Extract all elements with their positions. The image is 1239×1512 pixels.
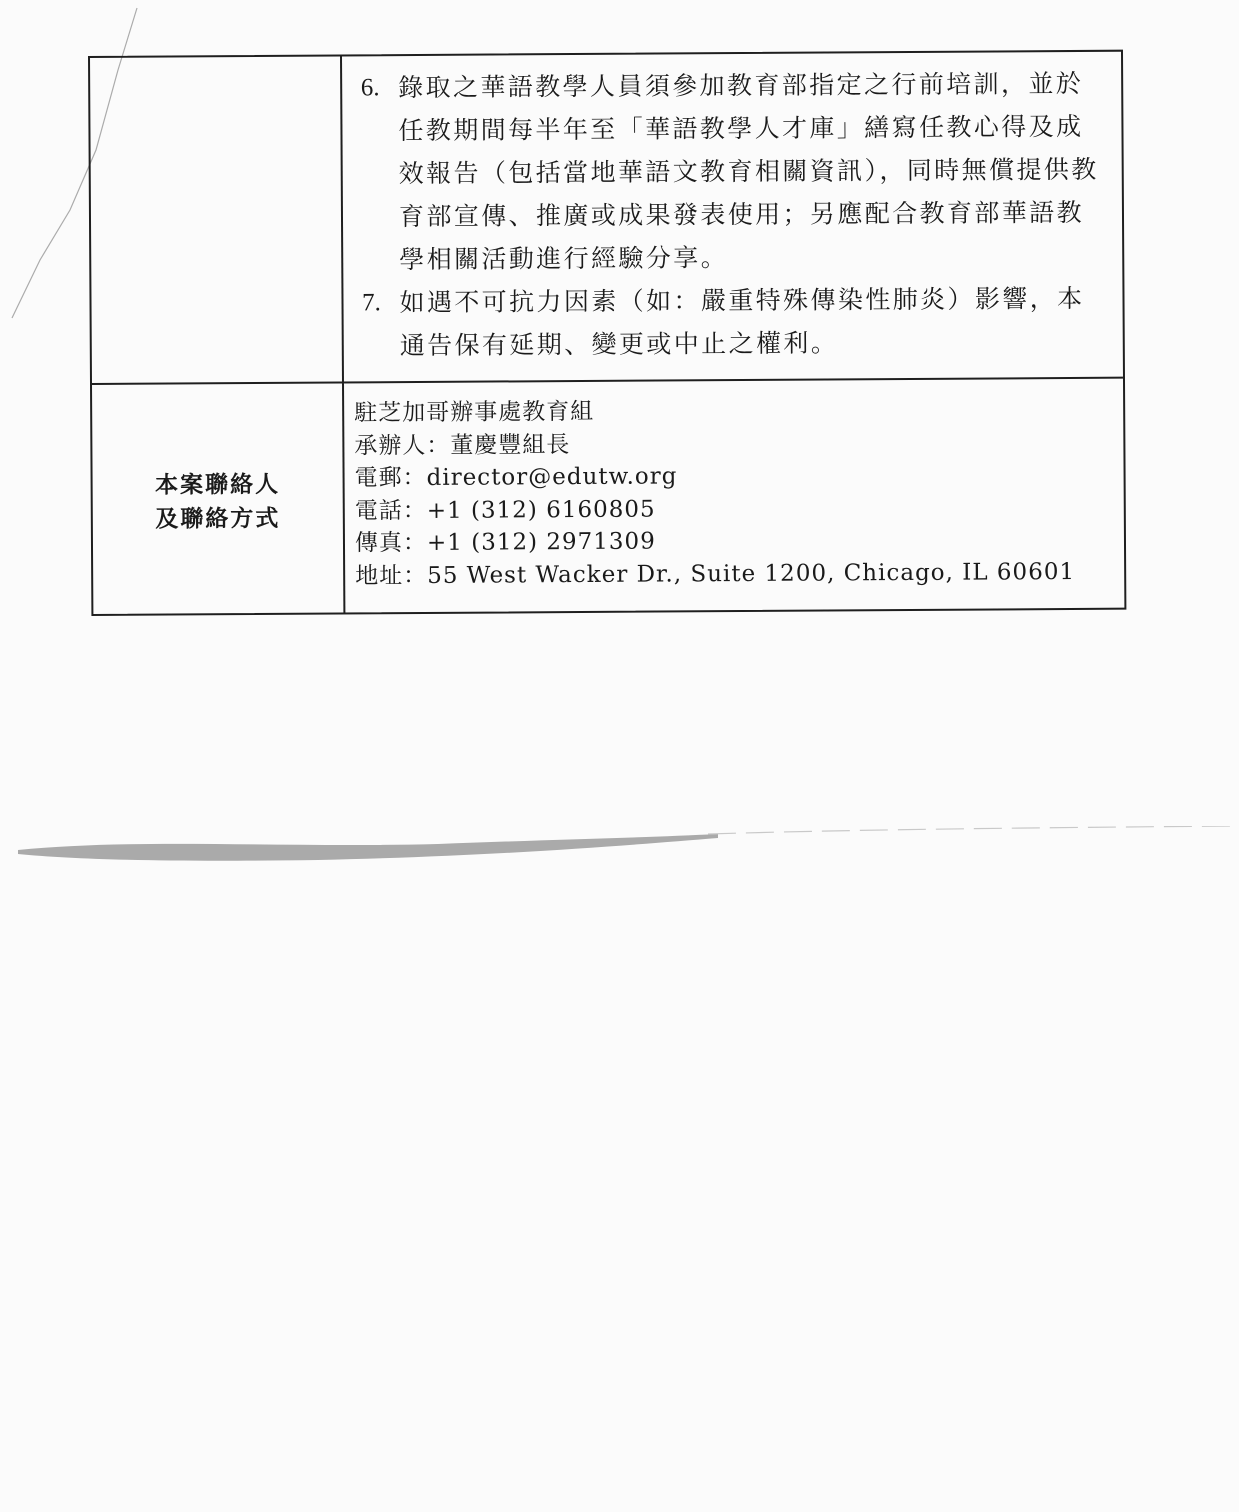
requirement-item (342, 62, 1108, 282)
info-table (88, 50, 1126, 616)
contact-phone: 電話：+1 (312) 6160805 (354, 496, 656, 524)
contact-address: 地址：55 West Wacker Dr., Suite 1200, Chicago, IL 60601 (355, 558, 1076, 589)
contact-label-line: 本案聯絡人 (155, 470, 281, 499)
contact-handler: 承辦人：董慶豐組長 (354, 431, 571, 459)
contact-details-cell (354, 393, 1124, 593)
requirements-cell (342, 52, 1123, 382)
requirement-item (343, 277, 1109, 368)
requirement-number: 6. (360, 74, 380, 102)
contact-fax: 傳真：+1 (312) 2971309 (354, 528, 656, 557)
requirement-text: 如遇不可抗力因素（如：嚴重特殊傳染性肺炎）影響，本通告保有延期、變更或中止之權利。 (399, 283, 1085, 361)
contact-office: 駐芝加哥辦事處教育組 (354, 398, 595, 427)
contact-label-line: 及聯絡方式 (155, 504, 281, 533)
contact-row (92, 379, 1124, 614)
contact-label-cell (92, 383, 343, 614)
requirements-row (90, 52, 1123, 385)
contact-email: 電郵：director@edutw.org (354, 463, 678, 492)
scan-fold-smudge (18, 826, 1233, 866)
requirement-text: 錄取之華語教學人員須參加教育部指定之行前培訓，並於任教期間每半年至「華語教學人才庫」繕寫任教心得及成效報告（包括當地華語文教育相關資訊），同時無償提供教育部宣傳、推廣或成果發表使用；另應配合教育部華語教學相關活動進行經驗分享。 (398, 68, 1099, 275)
requirement-number: 7. (362, 289, 381, 317)
